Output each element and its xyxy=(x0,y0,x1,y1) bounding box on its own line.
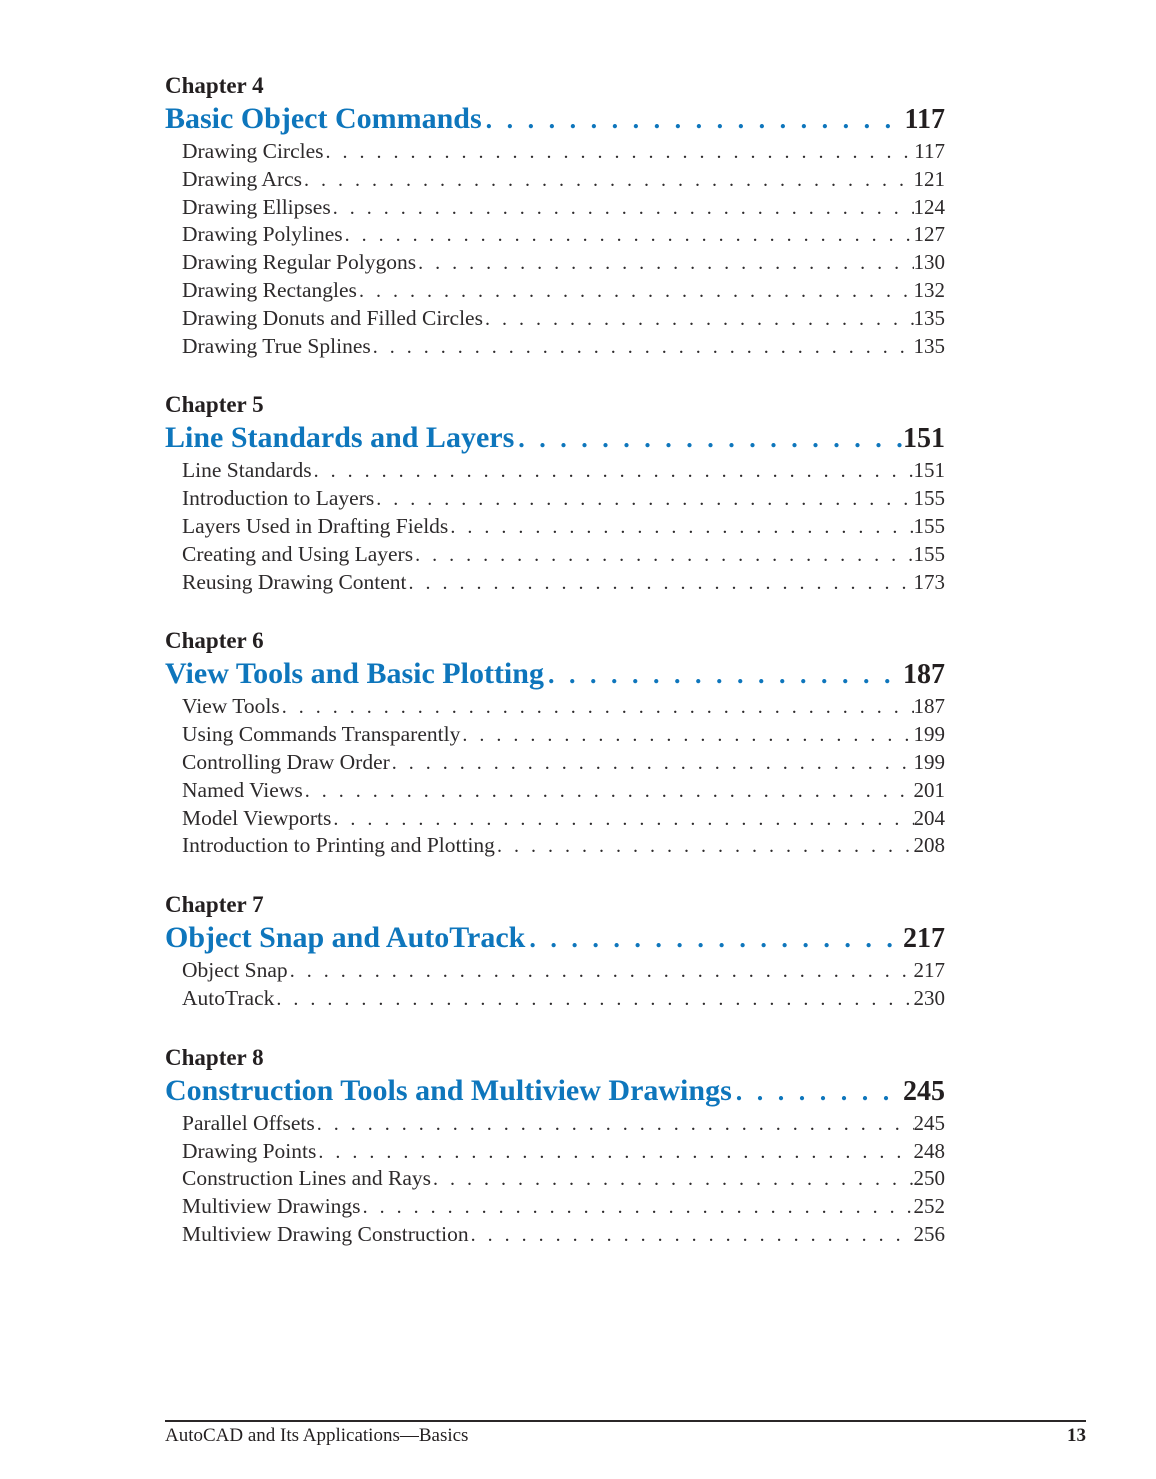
chapter-block xyxy=(165,1044,945,1249)
chapter-label: Chapter 6 xyxy=(165,628,264,654)
dot-leader xyxy=(318,1139,913,1166)
section-row xyxy=(165,138,945,166)
chapter-heading-row xyxy=(165,655,945,693)
chapter-page-number: 217 xyxy=(903,923,945,955)
section-title: Controlling Draw Order xyxy=(182,749,390,774)
section-title: Drawing Points xyxy=(182,1138,317,1163)
chapter-label: Chapter 7 xyxy=(165,892,264,918)
section-title: Named Views xyxy=(182,777,303,802)
section-page-number: 155 xyxy=(913,541,945,566)
section-title: AutoTrack xyxy=(182,985,275,1010)
section-row xyxy=(165,305,945,333)
section-title: Drawing True Splines xyxy=(182,333,371,358)
dot-leader xyxy=(486,101,904,138)
dot-leader xyxy=(548,656,902,693)
section-page-number: 217 xyxy=(913,958,945,983)
chapter-title: View Tools and Basic Plotting xyxy=(165,657,544,691)
section-row xyxy=(165,985,945,1013)
section-page-number: 250 xyxy=(913,1166,945,1191)
section-page-number: 155 xyxy=(913,513,945,538)
section-row xyxy=(165,749,945,777)
section-row xyxy=(165,513,945,541)
section-page-number: 132 xyxy=(913,277,945,302)
section-page-number: 121 xyxy=(913,166,945,191)
section-title: Introduction to Printing and Plotting xyxy=(182,833,495,858)
section-row xyxy=(165,721,945,749)
section-title: Drawing Donuts and Filled Circles xyxy=(182,305,483,330)
section-page-number: 248 xyxy=(913,1138,945,1163)
section-title: Drawing Rectangles xyxy=(182,277,357,302)
footer-book-title: AutoCAD and Its Applications—Basics xyxy=(165,1425,469,1446)
dot-leader xyxy=(345,222,914,249)
section-row xyxy=(165,485,945,513)
section-title: Object Snap xyxy=(182,958,288,983)
section-title: Reusing Drawing Content xyxy=(182,569,407,594)
section-row xyxy=(165,569,945,597)
dot-leader xyxy=(314,458,914,485)
section-page-number: 173 xyxy=(913,569,945,594)
dot-leader xyxy=(736,1073,902,1110)
section-row xyxy=(165,333,945,361)
chapter-sections xyxy=(165,1110,945,1249)
section-page-number: 208 xyxy=(913,833,945,858)
chapter-heading-row xyxy=(165,100,945,138)
section-row xyxy=(165,277,945,305)
chapter-title: Basic Object Commands xyxy=(165,102,482,135)
dot-leader xyxy=(409,570,914,597)
chapter-heading-row xyxy=(165,1072,945,1110)
section-row xyxy=(165,1193,945,1221)
dot-leader xyxy=(392,750,914,777)
section-title: Drawing Regular Polygons xyxy=(182,250,417,275)
section-row xyxy=(165,221,945,249)
chapter-sections xyxy=(165,138,945,360)
section-row xyxy=(165,166,945,194)
chapter-heading-row xyxy=(165,419,945,457)
section-title: Using Commands Transparently xyxy=(182,722,461,747)
chapter-title: Object Snap and AutoTrack xyxy=(165,921,526,955)
dot-leader xyxy=(497,833,914,860)
section-page-number: 151 xyxy=(913,458,945,483)
section-page-number: 135 xyxy=(913,333,945,358)
section-title: Introduction to Layers xyxy=(182,486,375,511)
dot-leader xyxy=(290,958,914,985)
section-page-number: 245 xyxy=(913,1110,945,1135)
section-title: Construction Lines and Rays xyxy=(182,1166,432,1191)
dot-leader xyxy=(376,486,913,513)
section-page-number: 252 xyxy=(913,1194,945,1219)
chapter-block xyxy=(165,891,945,1013)
section-row xyxy=(165,693,945,721)
chapter-sections xyxy=(165,457,945,596)
section-title: Multiview Drawings xyxy=(182,1194,361,1219)
chapter-title: Line Standards and Layers xyxy=(165,421,515,455)
section-page-number: 130 xyxy=(913,250,945,275)
section-title: Drawing Polylines xyxy=(182,222,343,247)
chapter-heading-row xyxy=(165,919,945,957)
section-title: Line Standards xyxy=(182,458,312,483)
section-title: View Tools xyxy=(182,694,280,719)
section-title: Model Viewports xyxy=(182,805,332,830)
section-row xyxy=(165,1110,945,1138)
section-row xyxy=(165,541,945,569)
dot-leader xyxy=(462,722,913,749)
section-page-number: 155 xyxy=(913,486,945,511)
dot-leader xyxy=(433,1166,913,1193)
section-page-number: 204 xyxy=(913,805,945,830)
toc xyxy=(165,72,945,1280)
chapter-sections xyxy=(165,957,945,1013)
dot-leader xyxy=(282,694,914,721)
chapter-label: Chapter 8 xyxy=(165,1044,264,1070)
dot-leader xyxy=(529,920,902,957)
section-page-number: 117 xyxy=(914,139,945,163)
dot-leader xyxy=(418,250,913,277)
dot-leader xyxy=(363,1194,914,1221)
section-title: Layers Used in Drafting Fields xyxy=(182,513,449,538)
dot-leader xyxy=(415,542,913,569)
dot-leader xyxy=(305,778,914,805)
dot-leader xyxy=(276,986,913,1013)
dot-leader xyxy=(359,278,914,305)
section-row xyxy=(165,777,945,805)
section-row xyxy=(165,194,945,222)
dot-leader xyxy=(471,1222,914,1249)
dot-leader xyxy=(450,514,913,541)
section-row xyxy=(165,957,945,985)
chapter-block xyxy=(165,391,945,596)
section-title: Drawing Circles xyxy=(182,139,324,163)
dot-leader xyxy=(333,195,914,222)
dot-leader xyxy=(485,306,914,333)
dot-leader xyxy=(333,806,913,833)
section-row xyxy=(165,1221,945,1249)
page-footer xyxy=(165,1420,1086,1447)
section-row xyxy=(165,1165,945,1193)
section-row xyxy=(165,457,945,485)
section-title: Creating and Using Layers xyxy=(182,541,414,566)
dot-leader xyxy=(518,420,902,457)
section-page-number: 127 xyxy=(913,222,945,247)
section-page-number: 199 xyxy=(913,722,945,747)
section-row xyxy=(165,1138,945,1166)
section-row xyxy=(165,832,945,860)
chapter-page-number: 117 xyxy=(904,104,945,135)
dot-leader xyxy=(317,1111,914,1138)
chapter-label: Chapter 5 xyxy=(165,392,264,418)
dot-leader xyxy=(304,167,913,194)
section-title: Drawing Ellipses xyxy=(182,194,331,219)
section-page-number: 201 xyxy=(913,777,945,802)
section-page-number: 135 xyxy=(913,305,945,330)
chapter-block xyxy=(165,627,945,860)
chapter-block xyxy=(165,72,945,360)
chapter-sections xyxy=(165,693,945,860)
section-page-number: 230 xyxy=(913,985,945,1010)
footer-page-number: 13 xyxy=(1067,1425,1086,1446)
chapter-page-number: 151 xyxy=(903,423,945,455)
chapter-page-number: 187 xyxy=(903,659,945,691)
chapter-page-number: 245 xyxy=(903,1075,945,1107)
section-row xyxy=(165,805,945,833)
section-title: Drawing Arcs xyxy=(182,166,303,191)
section-page-number: 199 xyxy=(913,749,945,774)
dot-leader xyxy=(326,139,915,166)
section-title: Multiview Drawing Construction xyxy=(182,1221,469,1246)
section-row xyxy=(165,249,945,277)
section-page-number: 256 xyxy=(913,1221,945,1246)
chapter-title: Construction Tools and Multiview Drawings xyxy=(165,1073,732,1107)
chapter-label: Chapter 4 xyxy=(165,73,264,98)
section-page-number: 187 xyxy=(913,694,945,719)
dot-leader xyxy=(373,334,914,361)
section-title: Parallel Offsets xyxy=(182,1110,315,1135)
section-page-number: 124 xyxy=(913,194,945,219)
